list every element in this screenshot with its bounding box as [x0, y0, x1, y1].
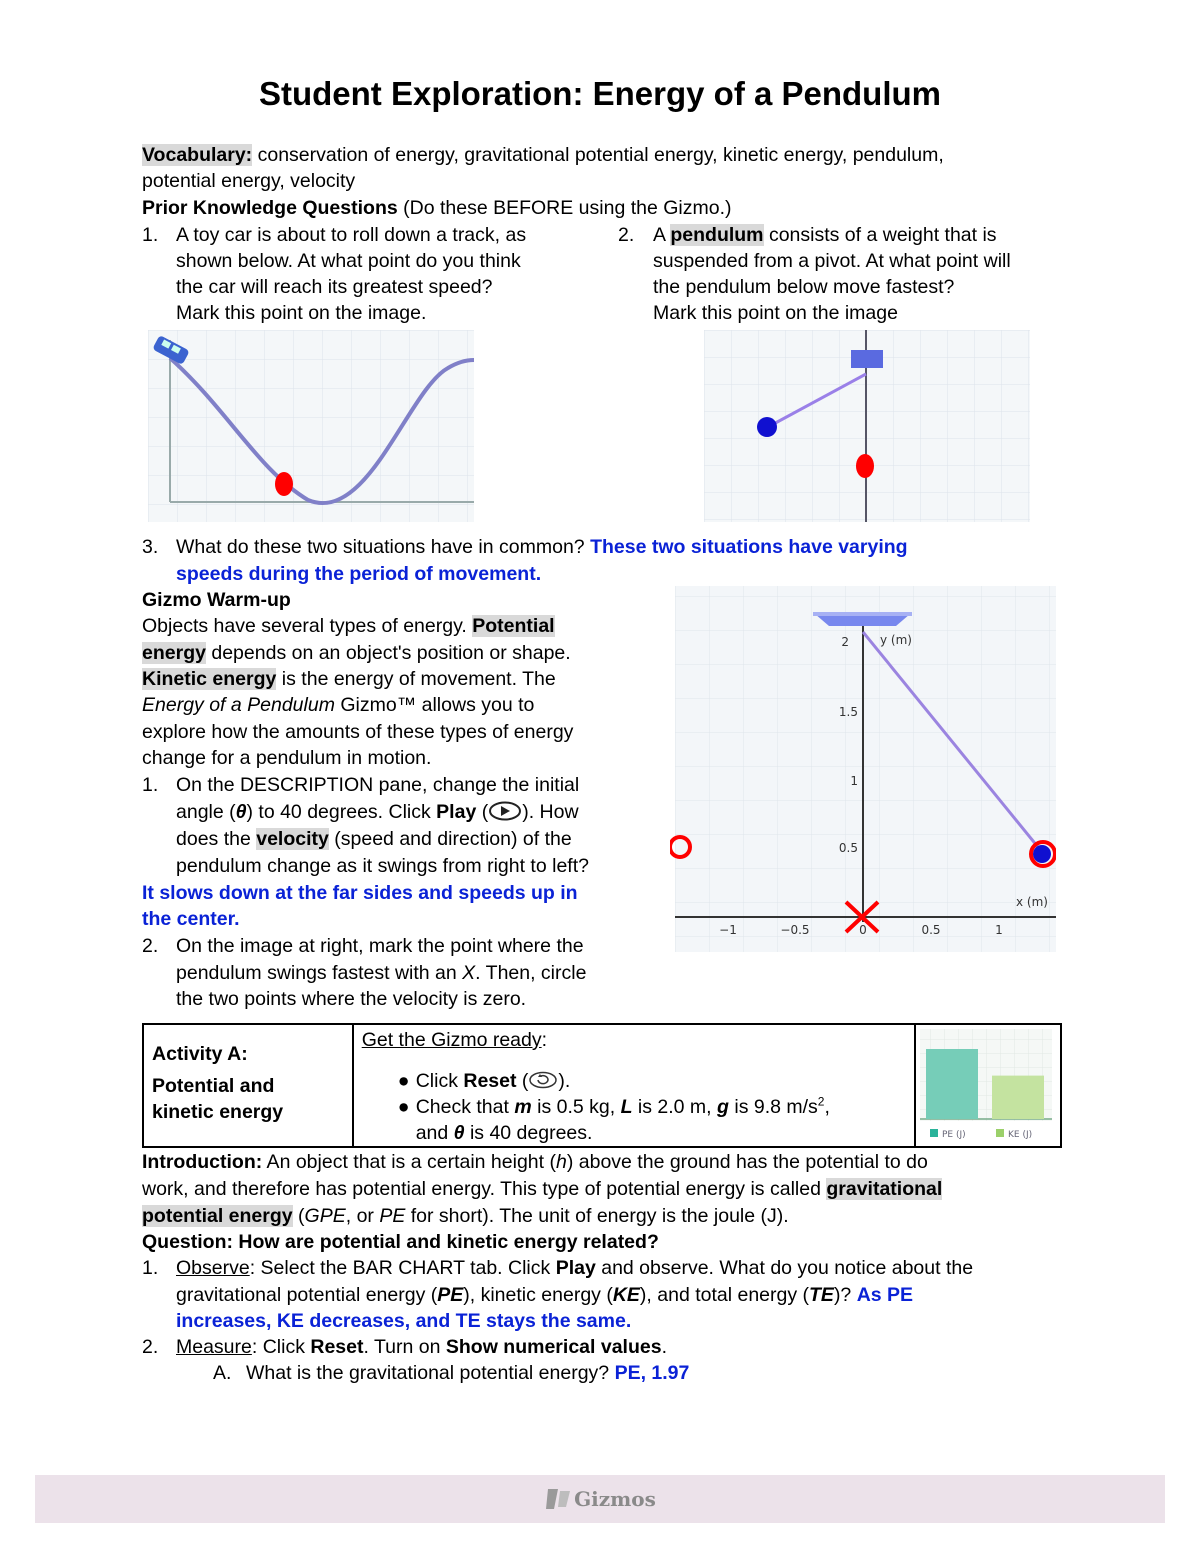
x-letter: X [462, 962, 476, 984]
observe-label: Observe [176, 1257, 250, 1279]
reset-label: Reset [463, 1070, 517, 1092]
warmup-p2: depends on an object's position or shape. [205, 642, 571, 664]
fastest-point-marker [856, 454, 874, 478]
length-symbol: L [620, 1096, 633, 1118]
fastest-point-marker [275, 472, 293, 496]
step2-d: is 9.8 m/s [728, 1096, 818, 1118]
question-q2-line [176, 1334, 667, 1361]
q2-number: 2. [618, 224, 635, 246]
warmup-q2-l2a: pendulum swings fastest with an [176, 962, 463, 984]
ready-colon: : [541, 1029, 548, 1051]
step2-a: Check that [415, 1096, 515, 1118]
q1a: : Select the BAR CHART tab. Click [249, 1257, 556, 1279]
warmup-q1-line-4: pendulum change as it swings from right to left? [176, 855, 589, 877]
reset-icon [528, 1071, 558, 1089]
intro-l3b: , or [345, 1205, 380, 1227]
question-qA-letter: A. [213, 1362, 232, 1384]
q1-line-4: Mark this point on the image. [176, 302, 427, 324]
question-qA-line [246, 1360, 689, 1387]
gpe-term-2: potential energy [142, 1205, 293, 1227]
q1d: ), kinetic energy ( [463, 1284, 613, 1306]
step2-e: , [824, 1096, 830, 1118]
q2-line-1 [653, 222, 997, 249]
step1-c: ). [558, 1070, 571, 1092]
activity-title-cell [143, 1024, 353, 1147]
show-values-label: Show numerical values [445, 1336, 662, 1358]
play-label: Play [555, 1257, 596, 1279]
x-axis-label: x (m) [1016, 895, 1048, 909]
warmup-q2-l2b: . Then, circle [475, 962, 587, 984]
q2a: : Click [251, 1336, 311, 1358]
ready-step-2 [362, 1094, 914, 1120]
x-tick-label: 0.5 [921, 923, 941, 937]
q2-post: consists of a weight that is [763, 224, 997, 246]
warmup-q2-line-2 [176, 960, 586, 987]
q1b: and observe. What do you notice about the [595, 1257, 974, 1279]
page-title: Student Exploration: Energy of a Pendulum [258, 75, 942, 112]
vocabulary-label: Vocabulary: [142, 144, 253, 166]
intro-l1b: ) above the ground has the potential to do [566, 1151, 928, 1173]
q3-number: 3. [142, 536, 159, 558]
y-tick-label: 1.5 [838, 705, 858, 719]
warmup-q2-number: 2. [142, 935, 159, 957]
intro-l3a: ( [292, 1205, 305, 1227]
q2-pre: A [653, 224, 671, 246]
warmup-q1-line-3 [176, 826, 572, 853]
warmup-line-3 [142, 666, 556, 693]
activity-ready-cell [353, 1024, 915, 1147]
vocabulary-terms: conservation of energy, gravitational potential energy, kinetic energy, pendulum, [252, 144, 944, 166]
pendulum-graph [670, 586, 1056, 952]
step3-b: is 40 degrees. [464, 1122, 593, 1144]
pe-legend: PE (J) [942, 1130, 966, 1140]
warmup-q1-line-2 [176, 799, 579, 826]
te-symbol: TE [809, 1284, 834, 1306]
track-image [148, 330, 474, 522]
x-tick-label: 1 [995, 923, 1003, 937]
prior-knowledge-label: Prior Knowledge Questions [142, 197, 398, 219]
warmup-q1-l3a: does the [176, 828, 257, 850]
energy-term: energy [142, 642, 206, 664]
ready-step-2-cont [362, 1120, 914, 1146]
q2-line-2: suspended from a pivot. At what point will [653, 250, 1011, 272]
warmup-q2-line-3: the two points where the velocity is zero. [176, 988, 527, 1010]
question-answer-2: increases, KE decreases, and TE stays the same. [176, 1310, 632, 1332]
prior-knowledge-note: (Do these BEFORE using the Gizmo.) [397, 197, 732, 219]
q1-line-1: A toy car is about to roll down a track, as [176, 224, 527, 246]
activity-name-1: Potential and [152, 1075, 275, 1097]
gizmos-logo-icon [544, 1485, 574, 1513]
warmup-p1: Objects have several types of energy. [142, 615, 473, 637]
question-heading: Question: How are potential and kinetic energy related? [142, 1231, 659, 1253]
q3-answer-2: speeds during the period of movement. [176, 563, 542, 585]
qA-answer: PE, 1.97 [614, 1362, 690, 1384]
y-tick-label: 0.5 [838, 841, 858, 855]
activity-name-2: kinetic energy [152, 1101, 284, 1123]
ready-heading [362, 1027, 914, 1053]
intro-l3c: for short). The unit of energy is the joule (J). [405, 1205, 789, 1227]
pe-symbol: PE [437, 1284, 464, 1306]
measure-label: Measure [176, 1336, 252, 1358]
warmup-line-2 [142, 640, 571, 667]
prior-knowledge-heading [142, 195, 732, 222]
play-icon [488, 801, 522, 821]
q3-answer-1: These two situations have varying [590, 536, 908, 558]
pendulum-bob [757, 417, 777, 437]
warmup-q1-l2a: angle ( [176, 801, 236, 823]
q3-line-1 [176, 534, 908, 561]
x-tick-label: 0 [859, 923, 867, 937]
bullet-icon: ● [397, 1096, 410, 1118]
question-q1-number: 1. [142, 1257, 159, 1279]
q1c: gravitational potential energy ( [176, 1284, 438, 1306]
q2-line-3: the pendulum below move fastest? [653, 276, 955, 298]
warmup-q1-l2c: ( [476, 801, 489, 823]
pe-bar [926, 1049, 978, 1119]
warmup-line-5: explore how the amounts of these types of energy [142, 721, 574, 743]
potential-term: Potential [472, 615, 555, 637]
pivot-block [851, 350, 883, 368]
activity-table [142, 1023, 1062, 1148]
warmup-line-1 [142, 613, 555, 640]
question-q1-line-2 [176, 1282, 913, 1309]
gpe-abbr: GPE [304, 1205, 346, 1227]
theta-symbol: θ [235, 801, 247, 823]
step3-a: and [415, 1122, 454, 1144]
gizmo-name: Energy of a Pendulum [142, 694, 335, 716]
pendulum-term: pendulum [670, 224, 764, 246]
x-tick-label: −0.5 [780, 923, 810, 937]
pe-legend-swatch [930, 1129, 938, 1137]
intro-l1: An object that is a certain height ( [262, 1151, 556, 1173]
gizmos-logo-text: Gizmos [574, 1487, 656, 1511]
warmup-line-4 [142, 692, 534, 719]
intro-line-1 [142, 1149, 928, 1176]
activity-label: Activity A: [152, 1043, 248, 1065]
step2-c: is 2.0 m, [632, 1096, 718, 1118]
vocabulary-line-2: potential energy, velocity [142, 170, 356, 192]
step2-b: is 0.5 kg, [531, 1096, 621, 1118]
warmup-p4: Gizmo™ allows you to [334, 694, 535, 716]
question-q2-number: 2. [142, 1336, 159, 1358]
warmup-answer-1: It slows down at the far sides and speeds up in [142, 882, 578, 904]
qA-text: What is the gravitational potential energy? [246, 1362, 615, 1384]
step1-b: ( [516, 1070, 529, 1092]
velocity-term: velocity [256, 828, 329, 850]
footer [35, 1475, 1165, 1523]
q2b: . Turn on [363, 1336, 446, 1358]
warmup-q2-line-1: On the image at right, mark the point where the [176, 935, 584, 957]
reset-label: Reset [310, 1336, 364, 1358]
squared-sup: 2 [817, 1094, 825, 1109]
q1-line-2: shown below. At what point do you think [176, 250, 521, 272]
question-q1-line-1 [176, 1255, 973, 1282]
activity-chart-cell [915, 1024, 1061, 1147]
warmup-q1-l2d: ). How [522, 801, 579, 823]
intro-line-3 [142, 1203, 789, 1230]
gpe-term-1: gravitational [826, 1178, 943, 1200]
y-axis-label: y (m) [880, 633, 912, 647]
kinetic-energy-term: Kinetic energy [142, 668, 277, 690]
intro-label: Introduction: [142, 1151, 263, 1173]
pe-abbr: PE [379, 1205, 406, 1227]
step1-a: Click [415, 1070, 464, 1092]
height-symbol: h [555, 1151, 567, 1173]
theta-symbol: θ [453, 1122, 465, 1144]
warmup-heading: Gizmo Warm-up [142, 589, 291, 611]
warmup-q1-l2b: ) to 40 degrees. Click [246, 801, 437, 823]
x-tick-label: −1 [719, 923, 737, 937]
warmup-p3: is the energy of movement. The [276, 668, 556, 690]
ke-symbol: KE [612, 1284, 640, 1306]
q1f: )? [833, 1284, 857, 1306]
vocabulary-line-1 [142, 142, 944, 169]
energy-bar-chart [916, 1025, 1056, 1145]
intro-line-2 [142, 1176, 942, 1203]
ke-legend: KE (J) [1008, 1130, 1033, 1140]
footer-logo [35, 1485, 1165, 1514]
q2c: . [661, 1336, 667, 1358]
q1-line-3: the car will reach its greatest speed? [176, 276, 493, 298]
q2-line-4: Mark this point on the image [653, 302, 898, 324]
y-tick-label: 2 [841, 635, 849, 649]
mass-symbol: m [514, 1096, 532, 1118]
gravity-symbol: g [717, 1096, 729, 1118]
ke-bar [992, 1076, 1044, 1119]
y-tick-label: 1 [850, 774, 858, 788]
q3-question: What do these two situations have in common? [176, 536, 591, 558]
ke-legend-swatch [996, 1129, 1004, 1137]
warmup-q1-number: 1. [142, 774, 159, 796]
ready-step-1 [362, 1068, 914, 1094]
pendulum-bob [1033, 845, 1051, 863]
ready-label: Get the Gizmo ready [361, 1029, 542, 1051]
q1e: ), and total energy ( [639, 1284, 810, 1306]
pendulum-image [704, 330, 1030, 522]
q1-number: 1. [142, 224, 159, 246]
warmup-answer-2: the center. [142, 908, 240, 930]
play-label: Play [436, 801, 477, 823]
question-answer-1: As PE [856, 1284, 914, 1306]
warmup-q1-line-1: On the DESCRIPTION pane, change the initial [176, 774, 580, 796]
bullet-icon: ● [397, 1070, 410, 1092]
warmup-line-6: change for a pendulum in motion. [142, 747, 432, 769]
intro-l2: work, and therefore has potential energy. This type of potential energy is called [142, 1178, 827, 1200]
warmup-q1-l3b: (speed and direction) of the [328, 828, 572, 850]
